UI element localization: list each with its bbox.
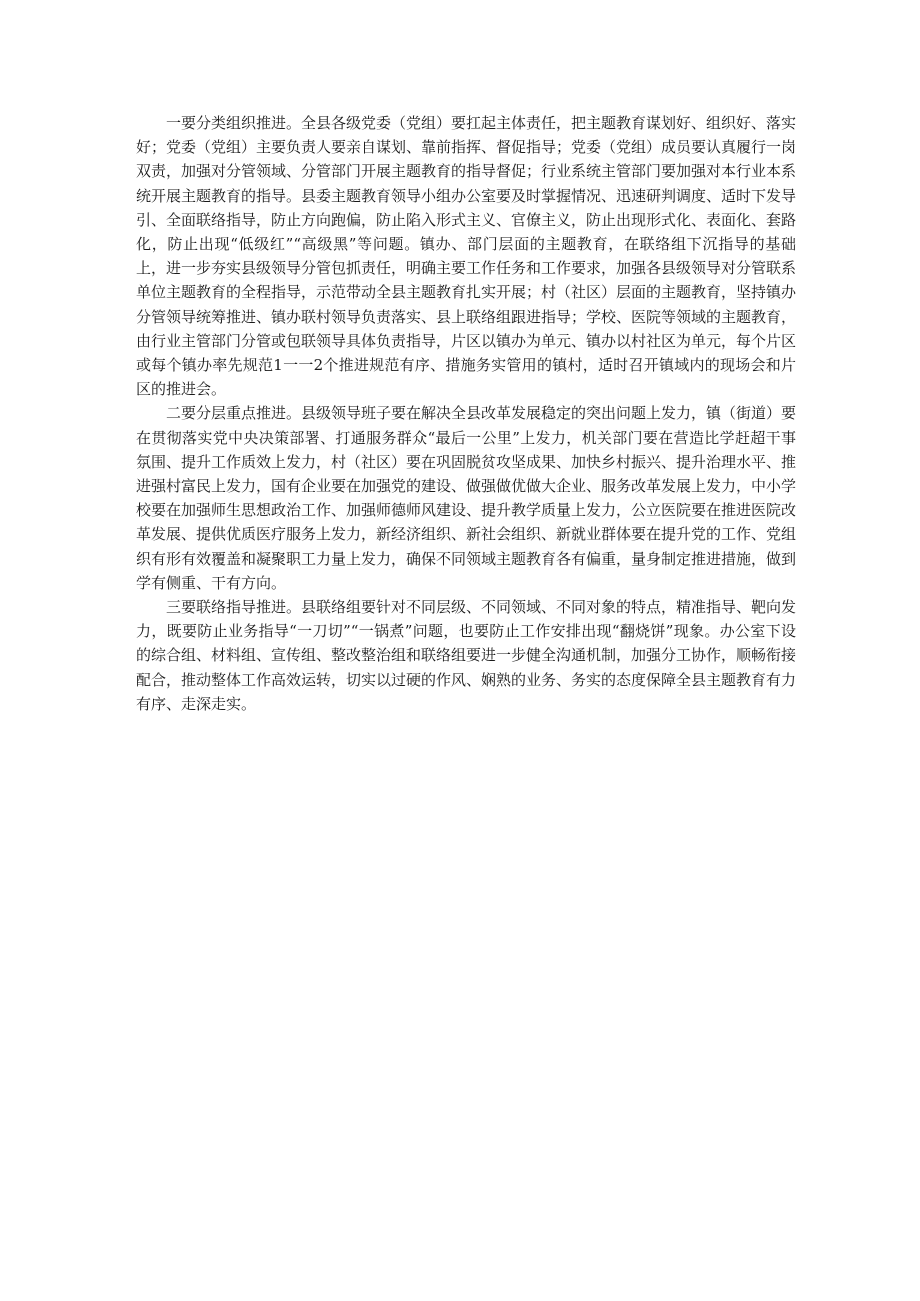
document-body [136, 111, 796, 716]
paragraph-layered-promotion: 二要分层重点推进。县级领导班子要在解决全县改革发展稳定的突出问题上发力，镇（街道）要在贯彻落实党中央决策部署、打通服务群众“最后一公里”上发力，机关部门要在营造比学赶超干事氛围、提升工作质效上发力，村（社区）要在巩固脱贫攻坚成果、加快乡村振兴、提升治理水平、推进强村富民上发力，国有企业要在加强党的建设、做强做优做大企业、服务改革发展上发力，中小学校要在加强师生思想政治工作、加强师德师风建设、提升教学质量上发力，公立医院要在推进医院改革发展、提供优质医疗服务上发力，新经济组织、新社会组织、新就业群体要在提升党的工作、党组织有形有效覆盖和凝聚职工力量上发力，确保不同领域主题教育各有偏重，量身制定推进措施，做到学有侧重、干有方向。 [136, 404, 797, 592]
paragraph-liaison-guidance: 三要联络指导推进。县联络组要针对不同层级、不同领域、不同对象的特点，精准指导、靶向发力，既要防止业务指导“一刀切”“一锅煮”问题，也要防止工作安排出现“翻烧饼”现象。办公室下设的综合组、材料组、宣传组、整改整治组和联络组要进一步健全沟通机制，加强分工协作，顺畅衔接配合，推动整体工作高效运转，切实以过硬的作风、娴熟的业务、务实的态度保障全县主题教育有力有序、走深走实。 [136, 598, 797, 713]
paragraph-classified-promotion: 一要分类组织推进。全县各级党委（党组）要扛起主体责任，把主题教育谋划好、组织好、落实好；党委（党组）主要负责人要亲自谋划、靠前指挥、督促指导；党委（党组）成员要认真履行一岗双责，加强对分管领域、分管部门开展主题教育的指导督促；行业系统主管部门要加强对本行业本系统开展主题教育的指导。县委主题教育领导小组办公室要及时掌握情况、迅速研判调度、适时下发导引、全面联络指导，防止方向跑偏，防止陷入形式主义、官僚主义，防止出现形式化、表面化、套路化，防止出现“低级红”“高级黑”等问题。镇办、部门层面的主题教育，在联络组下沉指导的基础上，进一步夯实县级领导分管包抓责任，明确主要工作任务和工作要求，加强各县级领导对分管联系单位主题教育的全程指导，示范带动全县主题教育扎实开展；村（社区）层面的主题教育，坚持镇办分管领导统筹推进、镇办联村领导负责落实、县上联络组跟进指导；学校、医院等领域的主题教育，由行业主管部门分管或包联领导具体负责指导，片区以镇办为单元、镇办以村社区为单元，每个片区或每个镇办率先规范1一一2个推进规范有序、措施务实管用的镇村，适时召开镇域内的现场会和片区的推进会。 [136, 114, 797, 399]
